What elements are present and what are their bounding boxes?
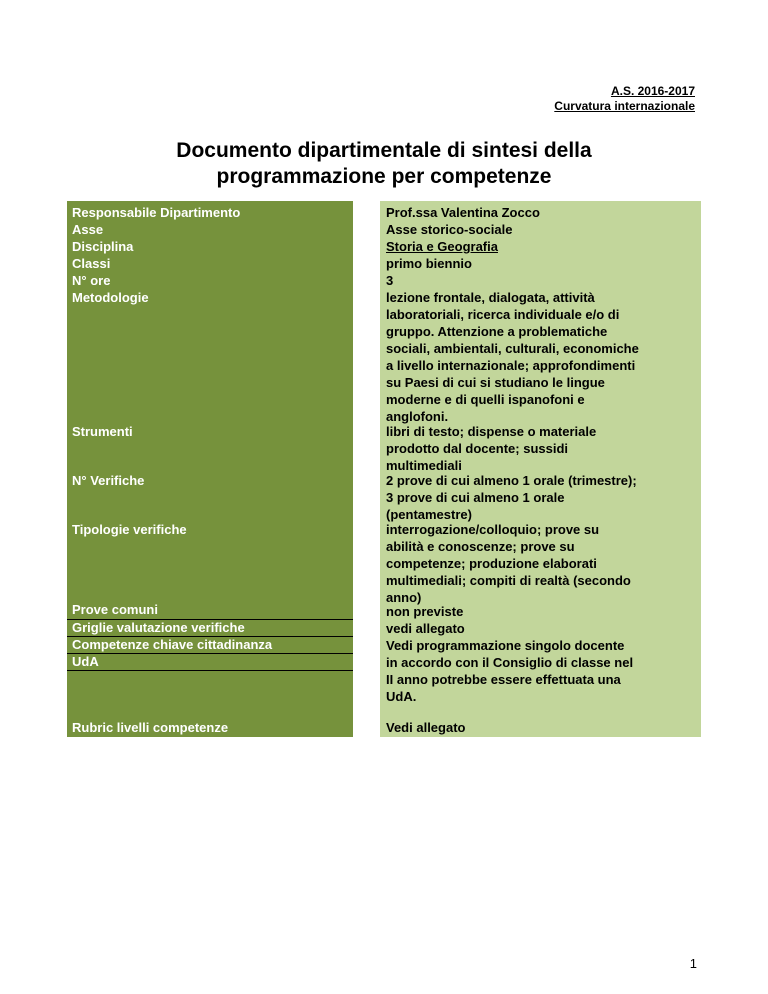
value-tipologie-line: anno) [386, 590, 422, 605]
value-verifiche-line: 3 prove di cui almeno 1 orale [386, 490, 565, 505]
value-metodologie-line: anglofoni. [386, 409, 449, 424]
label-classi: Classi [72, 256, 111, 271]
value-metodologie-line: lezione frontale, dialogata, attività [386, 290, 595, 305]
value-classi: primo biennio [386, 256, 472, 271]
value-metodologie-line: a livello internazionale; approfondimenti [386, 358, 636, 373]
value-strumenti-line: multimediali [386, 458, 462, 473]
row-divider [67, 670, 353, 671]
value-disciplina: Storia e Geografia [386, 239, 498, 254]
table-value-column [380, 201, 701, 737]
label-prove-comuni: Prove comuni [72, 602, 158, 617]
page-number: 1 [689, 956, 697, 971]
label-uda: UdA [72, 654, 99, 669]
value-tipologie-line: competenze; produzione elaborati [386, 556, 597, 571]
value-metodologie-line: su Paesi di cui si studiano le lingue [386, 375, 605, 390]
value-competenze-uda-line: UdA. [386, 689, 417, 704]
value-griglie: vedi allegato [386, 621, 465, 636]
label-tipologie: Tipologie verifiche [72, 522, 187, 537]
value-competenze-uda-line: II anno potrebbe essere effettuata una [386, 672, 621, 687]
title-line-2: programmazione per competenze [216, 165, 552, 188]
document-header [554, 84, 695, 114]
value-metodologie-line: sociali, ambientali, culturali, economiche [386, 341, 639, 356]
value-strumenti-line: prodotto dal docente; sussidi [386, 441, 569, 456]
value-tipologie-line: multimediali; compiti di realtà (secondo [386, 573, 631, 588]
value-tipologie-line: interrogazione/colloquio; prove su [386, 522, 600, 537]
document-title [100, 138, 668, 190]
row-divider [67, 653, 353, 654]
label-verifiche: N° Verifiche [72, 473, 145, 488]
table-label-column [67, 201, 353, 737]
label-strumenti: Strumenti [72, 424, 133, 439]
value-metodologie-line: moderne e di quelli ispanofoni e [386, 392, 585, 407]
value-verifiche-line: 2 prove di cui almeno 1 orale (trimestre); [386, 473, 637, 488]
title-line-1: Documento dipartimentale di sintesi della [176, 139, 592, 162]
label-responsabile: Responsabile Dipartimento [72, 205, 241, 220]
label-competenze: Competenze chiave cittadinanza [72, 637, 273, 652]
label-rubric: Rubric livelli competenze [72, 720, 229, 735]
label-griglie: Griglie valutazione verifiche [72, 620, 245, 635]
value-asse: Asse storico-sociale [386, 222, 513, 237]
value-competenze-uda-line: Vedi programmazione singolo docente [386, 638, 625, 653]
label-metodologie: Metodologie [72, 290, 149, 305]
value-strumenti-line: libri di testo; dispense o materiale [386, 424, 597, 439]
value-tipologie-line: abilità e conoscenze; prove su [386, 539, 575, 554]
curriculum-label: Curvatura internazionale [554, 99, 695, 113]
label-ore: N° ore [72, 273, 111, 288]
value-metodologie-line: laboratoriali, ricerca individuale e/o di [386, 307, 620, 322]
value-prove-comuni: non previste [386, 604, 464, 619]
label-asse: Asse [72, 222, 104, 237]
value-verifiche-line: (pentamestre) [386, 507, 472, 522]
label-disciplina: Disciplina [72, 239, 134, 254]
value-competenze-uda-line: in accordo con il Consiglio di classe nel [386, 655, 634, 670]
value-metodologie-line: gruppo. Attenzione a problematiche [386, 324, 608, 339]
value-rubric: Vedi allegato [386, 720, 466, 735]
value-ore: 3 [386, 273, 394, 288]
value-responsabile: Prof.ssa Valentina Zocco [386, 205, 540, 220]
school-year: A.S. 2016-2017 [610, 84, 695, 98]
